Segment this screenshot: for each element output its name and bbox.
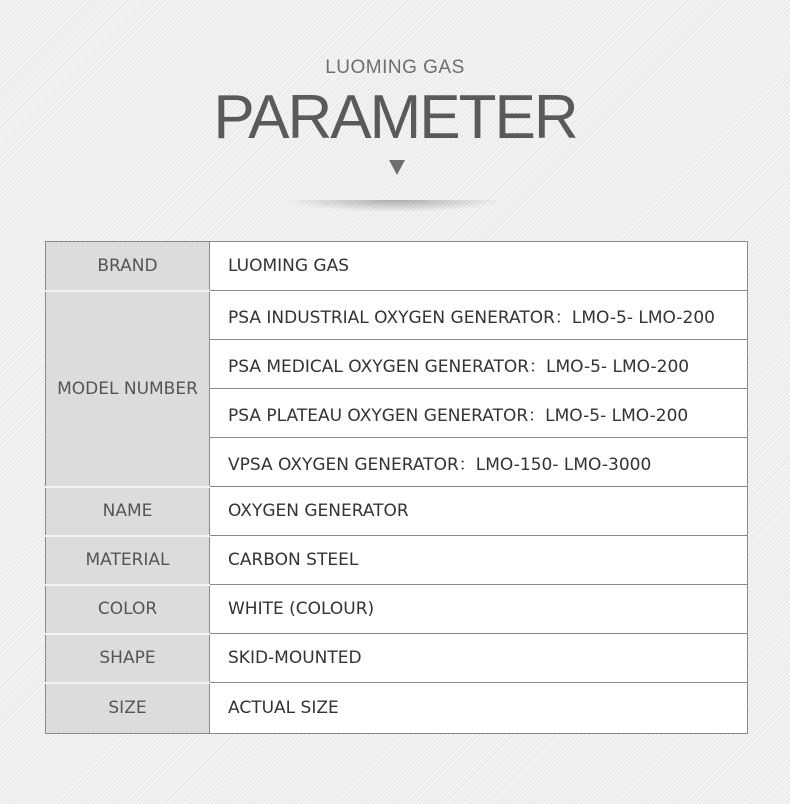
brand-subtitle: LUOMING GAS [325, 57, 465, 78]
row-value-material: CARBON STEEL [210, 536, 748, 585]
table-row [46, 634, 748, 683]
table-row [46, 242, 748, 291]
table-row [46, 683, 748, 734]
row-value-brand: LUOMING GAS [210, 242, 748, 291]
row-label-size: SIZE [46, 683, 210, 734]
table-row [46, 487, 748, 536]
row-label-color: COLOR [46, 585, 210, 634]
row-value-model: PSA MEDICAL OXYGEN GENERATOR：LMO-5- LMO-200 [210, 340, 748, 389]
row-label-shape: SHAPE [46, 634, 210, 683]
page-title: PARAMETER [213, 83, 577, 152]
row-value-color: WHITE (COLOUR) [210, 585, 748, 634]
row-label-name: NAME [46, 487, 210, 536]
row-value-name: OXYGEN GENERATOR [210, 487, 748, 536]
row-value-shape: SKID-MOUNTED [210, 634, 748, 683]
row-value-model: PSA PLATEAU OXYGEN GENERATOR：LMO-5- LMO-200 [210, 389, 748, 438]
parameter-table [45, 241, 748, 734]
row-label-model: MODEL NUMBER [46, 291, 210, 487]
row-value-model: VPSA OXYGEN GENERATOR：LMO-150- LMO-3000 [210, 438, 748, 487]
divider-shadow [285, 200, 505, 212]
row-label-brand: BRAND [46, 242, 210, 291]
row-value-size: ACTUAL SIZE [210, 683, 748, 734]
table-row [46, 585, 748, 634]
triangle-down-icon [389, 160, 405, 175]
row-value-model: PSA INDUSTRIAL OXYGEN GENERATOR：LMO-5- LMO-200 [210, 291, 748, 340]
table-row [46, 291, 748, 340]
table-row [46, 536, 748, 585]
row-label-material: MATERIAL [46, 536, 210, 585]
